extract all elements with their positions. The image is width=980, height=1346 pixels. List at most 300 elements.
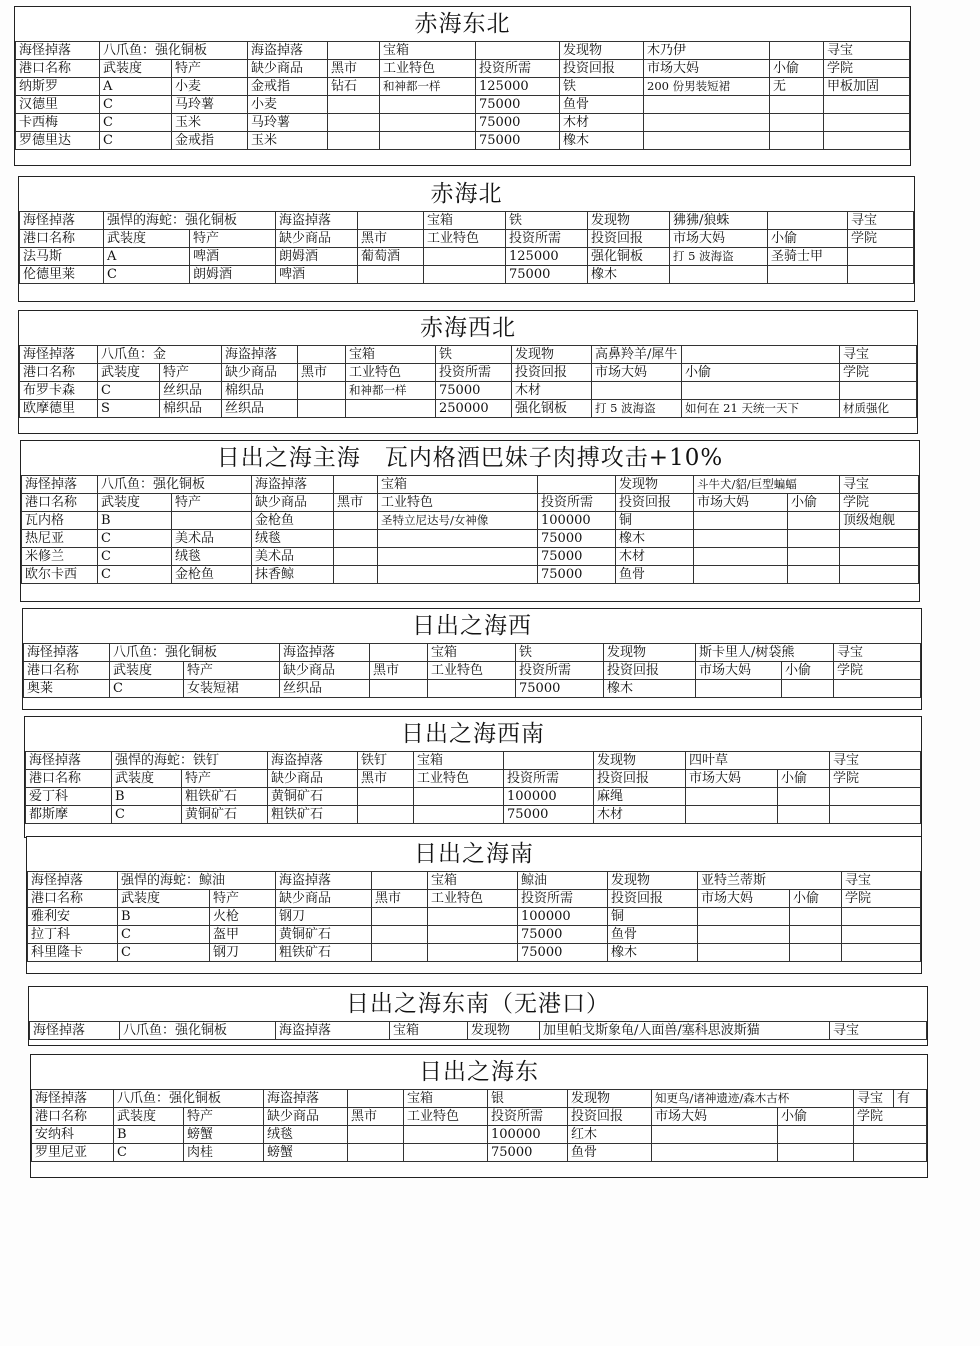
cell: 市场大妈 <box>644 60 770 78</box>
cell: 工业特色 <box>428 890 518 908</box>
cell: 市场大妈 <box>670 230 768 248</box>
cell: 75000 <box>476 114 560 132</box>
cell <box>768 266 848 284</box>
cell: 寻宝 <box>830 752 921 770</box>
cell: 绒毯 <box>172 548 252 566</box>
cell <box>592 382 682 400</box>
cell <box>428 926 518 944</box>
region-title: 日出之海东 <box>419 1059 539 1085</box>
cell: 朗姆酒 <box>190 266 276 284</box>
cell: 发现物 <box>608 872 698 890</box>
cell: 特产 <box>182 770 268 788</box>
cell: 铁 <box>436 346 512 364</box>
cell: 工业特色 <box>404 1108 488 1126</box>
cell <box>298 400 346 418</box>
cell: 缺少商品 <box>276 230 358 248</box>
cell: 宝箱 <box>428 644 516 662</box>
cell: B <box>112 788 182 806</box>
cell: 武装度 <box>98 364 160 382</box>
cell: 黑市 <box>372 890 428 908</box>
port-row <box>22 548 919 566</box>
cell: 橡木 <box>604 680 696 698</box>
cell: B <box>98 512 172 530</box>
cell <box>848 248 914 266</box>
cell: 特产 <box>160 364 222 382</box>
cell <box>790 926 842 944</box>
region-title: 赤海西北 <box>420 315 516 341</box>
cell: 肉桂 <box>184 1144 264 1162</box>
port-row <box>20 248 914 266</box>
cell: 75000 <box>518 926 608 944</box>
column-header-row <box>22 494 919 512</box>
cell: 武装度 <box>98 494 172 512</box>
cell: 麻绳 <box>594 788 686 806</box>
cell: 特产 <box>172 60 248 78</box>
cell: 投资回报 <box>588 230 670 248</box>
cell: 八爪鱼：强化铜板 <box>98 476 252 494</box>
cell: 黄铜矿石 <box>268 788 358 806</box>
cell: 鱼骨 <box>616 566 694 584</box>
port-row <box>22 530 919 548</box>
cell <box>698 908 790 926</box>
cell: 75000 <box>504 806 594 824</box>
cell: 爱丁科 <box>26 788 112 806</box>
cell: 丝织品 <box>160 382 222 400</box>
header-row <box>30 1022 927 1040</box>
column-header-row <box>20 364 917 382</box>
cell: 黑市 <box>358 770 414 788</box>
cell: 发现物 <box>560 42 644 60</box>
region-block-chihai-dongbei <box>14 6 911 166</box>
cell: 市场大妈 <box>652 1108 778 1126</box>
cell: 欧摩德里 <box>20 400 98 418</box>
cell: 鱼骨 <box>608 926 698 944</box>
cell: 寻宝 <box>848 212 914 230</box>
cell: 玉米 <box>172 114 248 132</box>
cell <box>414 806 504 824</box>
cell: 海怪掉落 <box>20 212 104 230</box>
cell: 海盗掉落 <box>252 476 334 494</box>
cell: 打 5 波海盗 <box>670 248 768 266</box>
region-block-richu-xinan <box>24 716 922 838</box>
region-title: 日出之海主海 瓦内格酒巴妹子肉搏攻击+10% <box>216 445 724 471</box>
cell: 八爪鱼：强化铜板 <box>120 1022 276 1040</box>
cell: 盔甲 <box>210 926 276 944</box>
port-row <box>22 566 919 584</box>
cell: 拉丁科 <box>28 926 118 944</box>
cell <box>824 96 910 114</box>
cell: 黄铜矿石 <box>182 806 268 824</box>
cell: 黑市 <box>334 494 378 512</box>
cell: 75000 <box>476 132 560 150</box>
cell: 125000 <box>506 248 588 266</box>
cell <box>694 530 788 548</box>
cell <box>504 752 594 770</box>
cell: 美术品 <box>172 530 252 548</box>
header-row <box>32 1090 927 1108</box>
cell: 黑市 <box>358 230 424 248</box>
port-row <box>28 926 921 944</box>
cell <box>652 1126 778 1144</box>
cell: 武装度 <box>110 662 184 680</box>
cell <box>358 212 424 230</box>
cell <box>788 512 840 530</box>
header-row <box>16 42 910 60</box>
cell <box>686 806 778 824</box>
cell <box>824 132 910 150</box>
region-title: 赤海东北 <box>414 11 511 37</box>
cell <box>854 1144 927 1162</box>
cell <box>298 346 346 364</box>
cell: 海盗掉落 <box>276 872 372 890</box>
cell: 75000 <box>538 566 616 584</box>
cell: 卡西梅 <box>16 114 100 132</box>
cell <box>842 926 921 944</box>
cell: 市场大妈 <box>592 364 682 382</box>
cell: 小偷 <box>790 890 842 908</box>
cell: 特产 <box>184 1108 264 1126</box>
cell <box>380 96 476 114</box>
cell: 港口名称 <box>20 230 104 248</box>
cell <box>348 1090 404 1108</box>
cell: 港口名称 <box>24 662 110 680</box>
cell <box>686 788 778 806</box>
cell: 75000 <box>518 944 608 962</box>
cell: 75000 <box>436 382 512 400</box>
cell: 螃蟹 <box>264 1144 348 1162</box>
header-row <box>24 644 921 662</box>
cell: 小偷 <box>778 1108 854 1126</box>
cell: 黑市 <box>328 60 380 78</box>
cell: 抹香鲸 <box>252 566 334 584</box>
cell: 海怪掉落 <box>24 644 110 662</box>
cell <box>670 266 768 284</box>
cell: 海盗掉落 <box>268 752 358 770</box>
cell <box>790 944 842 962</box>
region-title: 赤海北 <box>430 181 503 207</box>
cell: 钢刀 <box>276 908 372 926</box>
cell: 工业特色 <box>414 770 504 788</box>
header-row <box>28 872 921 890</box>
cell: 75000 <box>516 680 604 698</box>
cell: 缺少商品 <box>248 60 328 78</box>
header-row <box>20 212 914 230</box>
cell: 投资所需 <box>488 1108 568 1126</box>
cell <box>380 132 476 150</box>
cell: 海盗掉落 <box>280 644 370 662</box>
cell: 朗姆酒 <box>276 248 358 266</box>
cell: 黄铜矿石 <box>276 926 372 944</box>
cell: 强化钢板 <box>512 400 592 418</box>
column-header-row <box>20 230 914 248</box>
region-block-richu-zhuhai <box>20 440 920 602</box>
cell: 甲板加固 <box>824 78 910 96</box>
cell: 学院 <box>824 60 910 78</box>
cell <box>698 926 790 944</box>
cell: C <box>112 806 182 824</box>
cell: 四叶草 <box>686 752 830 770</box>
cell: 投资回报 <box>512 364 592 382</box>
header-row <box>20 346 917 364</box>
region-table <box>21 475 919 584</box>
cell <box>694 548 788 566</box>
cell: 75000 <box>488 1144 568 1162</box>
cell: 海盗掉落 <box>276 212 358 230</box>
cell <box>698 944 790 962</box>
cell: 高鼻羚羊/犀牛 <box>592 346 682 364</box>
region-title: 日出之海西南 <box>401 721 545 747</box>
cell: 工业特色 <box>346 364 436 382</box>
cell: 八爪鱼：强化铜板 <box>100 42 248 60</box>
cell <box>428 944 518 962</box>
cell: 火枪 <box>210 908 276 926</box>
cell: 缺少商品 <box>276 890 372 908</box>
cell: 投资回报 <box>560 60 644 78</box>
cell: 热尼亚 <box>22 530 98 548</box>
cell: 狒狒/狼蛛 <box>670 212 768 230</box>
cell: 马玲薯 <box>172 96 248 114</box>
cell: 强化铜板 <box>588 248 670 266</box>
cell <box>378 530 538 548</box>
cell: 寻宝 <box>854 1090 894 1108</box>
cell: 港口名称 <box>16 60 100 78</box>
cell: 斗牛犬/貂/巨型蝙蝠 <box>694 476 840 494</box>
cell: 工业特色 <box>424 230 506 248</box>
cell: 都斯摩 <box>26 806 112 824</box>
cell <box>830 806 921 824</box>
cell: 金戒指 <box>172 132 248 150</box>
cell: C <box>118 926 210 944</box>
cell: 木材 <box>512 382 592 400</box>
cell: 粗铁矿石 <box>268 806 358 824</box>
cell: 木材 <box>560 114 644 132</box>
cell <box>424 266 506 284</box>
cell <box>372 908 428 926</box>
cell: C <box>118 944 210 962</box>
cell: C <box>104 266 190 284</box>
cell: 八爪鱼：强化铜板 <box>110 644 280 662</box>
cell: 黑市 <box>298 364 346 382</box>
cell: 武装度 <box>104 230 190 248</box>
cell: 学院 <box>854 1108 927 1126</box>
cell: 纳斯罗 <box>16 78 100 96</box>
column-header-row <box>28 890 921 908</box>
cell: 宝箱 <box>428 872 518 890</box>
cell: 女装短裙 <box>184 680 280 698</box>
cell: A <box>100 78 172 96</box>
cell <box>652 1144 778 1162</box>
cell: 武装度 <box>112 770 182 788</box>
cell <box>682 346 840 364</box>
cell: 宝箱 <box>380 42 476 60</box>
cell: 铁钉 <box>358 752 414 770</box>
region-block-chihai-bei <box>18 176 915 302</box>
cell: 缺少商品 <box>222 364 298 382</box>
cell <box>428 908 518 926</box>
cell: 75000 <box>538 548 616 566</box>
cell <box>840 530 919 548</box>
cell: 武装度 <box>100 60 172 78</box>
cell: 橡木 <box>608 944 698 962</box>
cell <box>770 42 824 60</box>
cell <box>644 96 770 114</box>
cell: 投资回报 <box>568 1108 652 1126</box>
cell: 铁 <box>560 78 644 96</box>
cell: 钻石 <box>328 78 380 96</box>
cell: 75000 <box>538 530 616 548</box>
cell: 发现物 <box>512 346 592 364</box>
cell: 铜 <box>608 908 698 926</box>
cell: 橡木 <box>560 132 644 150</box>
cell: 材质强化 <box>840 400 917 418</box>
cell: B <box>118 908 210 926</box>
cell: 安纳科 <box>32 1126 114 1144</box>
port-row <box>28 944 921 962</box>
cell: 铁 <box>516 644 604 662</box>
region-block-richu-dongnan <box>28 986 928 1046</box>
cell <box>334 530 378 548</box>
cell: 学院 <box>840 364 917 382</box>
port-row <box>32 1144 927 1162</box>
cell: 红木 <box>568 1126 652 1144</box>
cell: 马玲薯 <box>248 114 328 132</box>
cell: 海盗掉落 <box>222 346 298 364</box>
cell: 布罗卡森 <box>20 382 98 400</box>
cell: 学院 <box>840 494 919 512</box>
cell: 海怪掉落 <box>26 752 112 770</box>
cell: C <box>100 132 172 150</box>
cell: 小偷 <box>682 364 840 382</box>
cell: 发现物 <box>568 1090 652 1108</box>
cell <box>328 132 380 150</box>
cell: 寻宝 <box>824 42 910 60</box>
cell: 八爪鱼：强化铜板 <box>114 1090 264 1108</box>
cell: 发现物 <box>616 476 694 494</box>
cell: C <box>98 382 160 400</box>
cell: 鲸油 <box>518 872 608 890</box>
cell: 粗铁矿石 <box>276 944 372 962</box>
port-row <box>20 266 914 284</box>
cell: 海盗掉落 <box>248 42 328 60</box>
cell: 缺少商品 <box>264 1108 348 1126</box>
cell: 斯卡里人/树袋熊 <box>696 644 834 662</box>
cell <box>840 548 919 566</box>
cell <box>538 476 616 494</box>
cell <box>348 1144 404 1162</box>
cell: 投资所需 <box>518 890 608 908</box>
cell: 美术品 <box>252 548 334 566</box>
region-table <box>15 41 910 150</box>
cell <box>172 512 252 530</box>
cell: 绒毯 <box>264 1126 348 1144</box>
cell: 发现物 <box>604 644 696 662</box>
cell: 强悍的海蛇：鲸油 <box>118 872 276 890</box>
cell: 港口名称 <box>28 890 118 908</box>
cell: 125000 <box>476 78 560 96</box>
port-row <box>24 680 921 698</box>
cell: 螃蟹 <box>184 1126 264 1144</box>
cell: 特产 <box>184 662 280 680</box>
cell: 投资所需 <box>516 662 604 680</box>
cell: C <box>114 1144 184 1162</box>
cell: 75000 <box>506 266 588 284</box>
cell: 100000 <box>488 1126 568 1144</box>
cell: 罗里尼亚 <box>32 1144 114 1162</box>
cell: 宝箱 <box>404 1090 488 1108</box>
cell: C <box>100 114 172 132</box>
cell <box>428 680 516 698</box>
cell: C <box>98 530 172 548</box>
region-title: 日出之海东南（无港口） <box>346 991 610 1017</box>
cell <box>788 530 840 548</box>
cell: 寻宝 <box>830 1022 927 1040</box>
cell: 银 <box>488 1090 568 1108</box>
cell: 海怪掉落 <box>22 476 98 494</box>
cell: 宝箱 <box>378 476 538 494</box>
column-header-row <box>16 60 910 78</box>
cell: 市场大妈 <box>698 890 790 908</box>
cell: 丝织品 <box>222 400 298 418</box>
cell <box>778 806 830 824</box>
cell <box>358 266 424 284</box>
cell: 玉米 <box>248 132 328 150</box>
cell <box>372 944 428 962</box>
cell <box>328 42 380 60</box>
cell: 汉德里 <box>16 96 100 114</box>
cell: 粗铁矿石 <box>182 788 268 806</box>
cell <box>778 788 830 806</box>
cell <box>334 476 378 494</box>
cell <box>790 908 842 926</box>
cell: 啤酒 <box>276 266 358 284</box>
cell <box>378 566 538 584</box>
cell: 铜 <box>616 512 694 530</box>
cell: 发现物 <box>594 752 686 770</box>
cell: 小偷 <box>782 662 834 680</box>
cell: 250000 <box>436 400 512 418</box>
cell: 棉织品 <box>222 382 298 400</box>
cell: 鱼骨 <box>560 96 644 114</box>
cell: 伦德里莱 <box>20 266 104 284</box>
cell: 雅利安 <box>28 908 118 926</box>
cell <box>378 548 538 566</box>
cell: 市场大妈 <box>686 770 778 788</box>
cell: 投资所需 <box>476 60 560 78</box>
region-title: 日出之海南 <box>414 841 534 867</box>
cell: 投资回报 <box>604 662 696 680</box>
cell: 投资所需 <box>506 230 588 248</box>
cell: 港口名称 <box>26 770 112 788</box>
cell: 特产 <box>190 230 276 248</box>
region-block-richu-dong <box>30 1054 928 1178</box>
cell: 缺少商品 <box>252 494 334 512</box>
cell <box>694 512 788 530</box>
cell: C <box>98 548 172 566</box>
cell <box>328 96 380 114</box>
cell: 武装度 <box>114 1108 184 1126</box>
cell <box>842 908 921 926</box>
cell: 投资所需 <box>538 494 616 512</box>
cell <box>380 114 476 132</box>
cell <box>358 806 414 824</box>
cell: C <box>110 680 184 698</box>
cell: 100000 <box>538 512 616 530</box>
cell: 市场大妈 <box>694 494 788 512</box>
region-block-chihai-xibei <box>18 310 918 434</box>
cell: 金枪鱼 <box>172 566 252 584</box>
cell: 学院 <box>834 662 921 680</box>
cell: 宝箱 <box>346 346 436 364</box>
